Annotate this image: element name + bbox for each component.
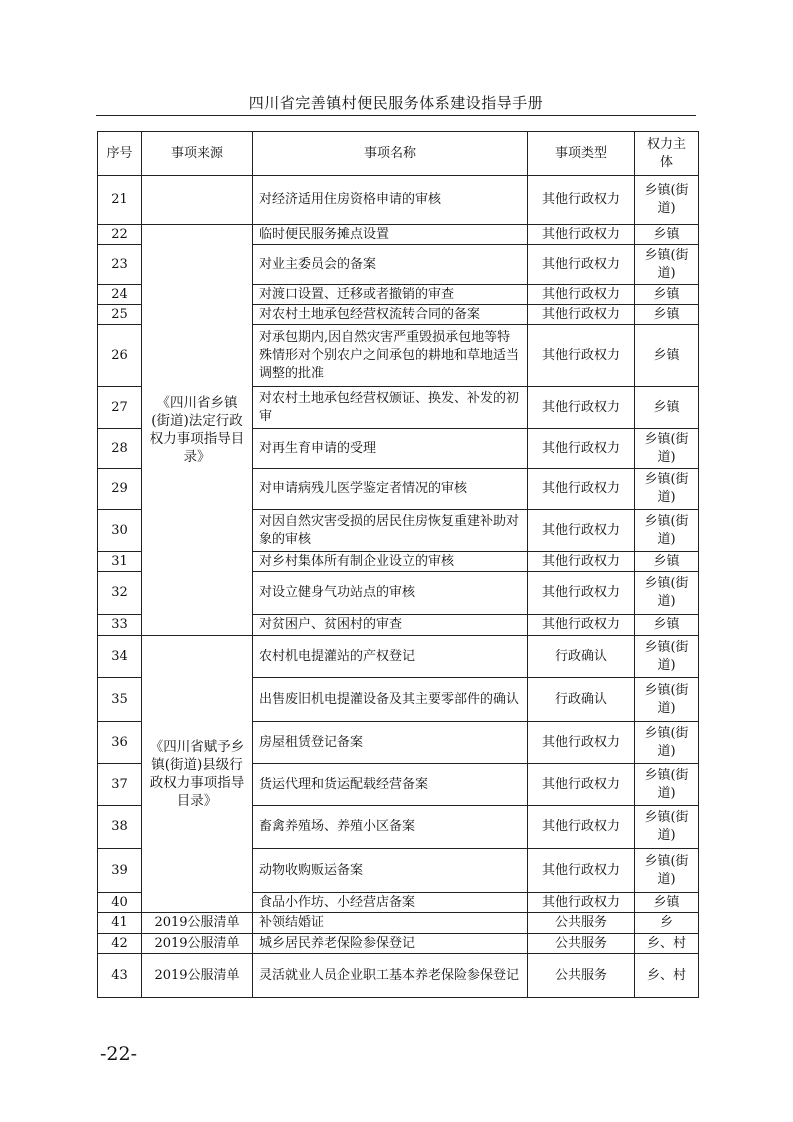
row-name: 对农村土地承包经营权流转合同的备案 bbox=[253, 305, 528, 325]
page-number: -22- bbox=[100, 1043, 138, 1065]
row-subject: 乡镇(街道) bbox=[635, 764, 699, 806]
row-subject: 乡镇(街道) bbox=[635, 176, 699, 225]
row-name: 动物收购贩运备案 bbox=[253, 849, 528, 893]
row-subject: 乡镇 bbox=[635, 225, 699, 245]
row-type: 其他行政权力 bbox=[528, 325, 635, 387]
row-type: 其他行政权力 bbox=[528, 225, 635, 245]
row-name: 对承包期内,因自然灾害严重毁损承包地等特殊情形对个别农户之间承包的耕地和草地适当调整的批准 bbox=[253, 325, 528, 387]
row-subject: 乡、村 bbox=[635, 954, 699, 998]
row-type: 其他行政权力 bbox=[528, 722, 635, 764]
row-name: 农村机电提灌站的产权登记 bbox=[253, 636, 528, 678]
row-subject: 乡镇 bbox=[635, 552, 699, 572]
row-type: 其他行政权力 bbox=[528, 429, 635, 469]
row-subject: 乡镇(街道) bbox=[635, 849, 699, 893]
row-name: 对再生育申请的受理 bbox=[253, 429, 528, 469]
row-no: 23 bbox=[98, 245, 142, 285]
row-no: 40 bbox=[98, 893, 142, 913]
row-subject: 乡镇(街道) bbox=[635, 806, 699, 849]
row-name: 对申请病残儿医学鉴定者情况的审核 bbox=[253, 469, 528, 510]
row-name: 对业主委员会的备案 bbox=[253, 245, 528, 285]
items-table bbox=[97, 131, 699, 998]
table-header-row bbox=[98, 132, 699, 176]
row-no: 31 bbox=[98, 552, 142, 572]
row-no: 22 bbox=[98, 225, 142, 245]
row-type: 其他行政权力 bbox=[528, 572, 635, 615]
row-no: 28 bbox=[98, 429, 142, 469]
row-type: 其他行政权力 bbox=[528, 469, 635, 510]
row-subject: 乡镇 bbox=[635, 893, 699, 913]
row-type: 其他行政权力 bbox=[528, 849, 635, 893]
row-type: 其他行政权力 bbox=[528, 245, 635, 285]
row-name: 灵活就业人员企业职工基本养老保险参保登记 bbox=[253, 954, 528, 998]
row-name: 对渡口设置、迁移或者撤销的审查 bbox=[253, 285, 528, 305]
row-no: 37 bbox=[98, 764, 142, 806]
row-name: 对因自然灾害受损的居民住房恢复重建补助对象的审核 bbox=[253, 510, 528, 552]
row-source: 2019公服清单 bbox=[142, 954, 253, 998]
row-name: 对农村土地承包经营权颁证、换发、补发的初审 bbox=[253, 387, 528, 429]
row-name: 畜禽养殖场、养殖小区备案 bbox=[253, 806, 528, 849]
row-no: 29 bbox=[98, 469, 142, 510]
row-name: 对乡村集体所有制企业设立的审核 bbox=[253, 552, 528, 572]
row-no: 39 bbox=[98, 849, 142, 893]
row-name: 货运代理和货运配载经营备案 bbox=[253, 764, 528, 806]
row-no: 34 bbox=[98, 636, 142, 678]
row-subject: 乡镇(街道) bbox=[635, 722, 699, 764]
row-no: 24 bbox=[98, 285, 142, 305]
row-no: 38 bbox=[98, 806, 142, 849]
table-row bbox=[98, 176, 699, 225]
table-row bbox=[98, 954, 699, 998]
row-type: 行政确认 bbox=[528, 678, 635, 722]
row-name: 城乡居民养老保险参保登记 bbox=[253, 934, 528, 954]
row-type: 其他行政权力 bbox=[528, 615, 635, 636]
row-no: 30 bbox=[98, 510, 142, 552]
row-source: 2019公服清单 bbox=[142, 913, 253, 934]
row-type: 其他行政权力 bbox=[528, 764, 635, 806]
row-source-group-1: 《四川省乡镇(街道)法定行政权力事项指导目录》 bbox=[142, 225, 253, 636]
row-type: 其他行政权力 bbox=[528, 893, 635, 913]
row-type: 其他行政权力 bbox=[528, 285, 635, 305]
col-header-name: 事项名称 bbox=[253, 132, 528, 176]
row-no: 41 bbox=[98, 913, 142, 934]
row-no: 35 bbox=[98, 678, 142, 722]
header-rule bbox=[96, 115, 696, 116]
row-subject: 乡镇 bbox=[635, 305, 699, 325]
row-type: 公共服务 bbox=[528, 913, 635, 934]
row-name: 对设立健身气功站点的审核 bbox=[253, 572, 528, 615]
row-subject: 乡镇 bbox=[635, 615, 699, 636]
row-type: 其他行政权力 bbox=[528, 806, 635, 849]
row-name: 临时便民服务摊点设置 bbox=[253, 225, 528, 245]
row-subject: 乡镇(街道) bbox=[635, 429, 699, 469]
row-source-empty bbox=[142, 176, 253, 225]
col-header-no: 序号 bbox=[98, 132, 142, 176]
row-subject: 乡镇(街道) bbox=[635, 510, 699, 552]
row-type: 其他行政权力 bbox=[528, 176, 635, 225]
row-no: 25 bbox=[98, 305, 142, 325]
table-row bbox=[98, 225, 699, 245]
row-no: 32 bbox=[98, 572, 142, 615]
row-type: 其他行政权力 bbox=[528, 305, 635, 325]
row-subject: 乡镇 bbox=[635, 325, 699, 387]
table-row bbox=[98, 913, 699, 934]
row-no: 43 bbox=[98, 954, 142, 998]
row-name: 对贫困户、贫困村的审查 bbox=[253, 615, 528, 636]
col-header-type: 事项类型 bbox=[528, 132, 635, 176]
row-source: 2019公服清单 bbox=[142, 934, 253, 954]
row-no: 27 bbox=[98, 387, 142, 429]
row-subject: 乡镇(街道) bbox=[635, 245, 699, 285]
row-no: 42 bbox=[98, 934, 142, 954]
page-header-title: 四川省完善镇村便民服务体系建设指导手册 bbox=[248, 94, 544, 112]
row-subject: 乡、村 bbox=[635, 934, 699, 954]
row-source-group-2: 《四川省赋予乡镇(街道)县级行政权力事项指导目录》 bbox=[142, 636, 253, 913]
row-no: 21 bbox=[98, 176, 142, 225]
row-name: 房屋租赁登记备案 bbox=[253, 722, 528, 764]
row-type: 其他行政权力 bbox=[528, 387, 635, 429]
row-no: 33 bbox=[98, 615, 142, 636]
row-type: 其他行政权力 bbox=[528, 552, 635, 572]
row-no: 26 bbox=[98, 325, 142, 387]
row-type: 行政确认 bbox=[528, 636, 635, 678]
row-name: 补领结婚证 bbox=[253, 913, 528, 934]
row-subject: 乡镇(街道) bbox=[635, 636, 699, 678]
row-subject: 乡镇 bbox=[635, 387, 699, 429]
table-row bbox=[98, 934, 699, 954]
col-header-subject: 权力主体 bbox=[635, 132, 699, 176]
row-type: 其他行政权力 bbox=[528, 510, 635, 552]
row-name: 出售废旧机电提灌设备及其主要零部件的确认 bbox=[253, 678, 528, 722]
row-type: 公共服务 bbox=[528, 954, 635, 998]
row-type: 公共服务 bbox=[528, 934, 635, 954]
table-row bbox=[98, 636, 699, 678]
row-subject: 乡 bbox=[635, 913, 699, 934]
row-subject: 乡镇 bbox=[635, 285, 699, 305]
row-subject: 乡镇(街道) bbox=[635, 678, 699, 722]
col-header-source: 事项来源 bbox=[142, 132, 253, 176]
row-name: 对经济适用住房资格申请的审核 bbox=[253, 176, 528, 225]
row-subject: 乡镇(街道) bbox=[635, 572, 699, 615]
row-no: 36 bbox=[98, 722, 142, 764]
row-name: 食品小作坊、小经营店备案 bbox=[253, 893, 528, 913]
row-subject: 乡镇(街道) bbox=[635, 469, 699, 510]
